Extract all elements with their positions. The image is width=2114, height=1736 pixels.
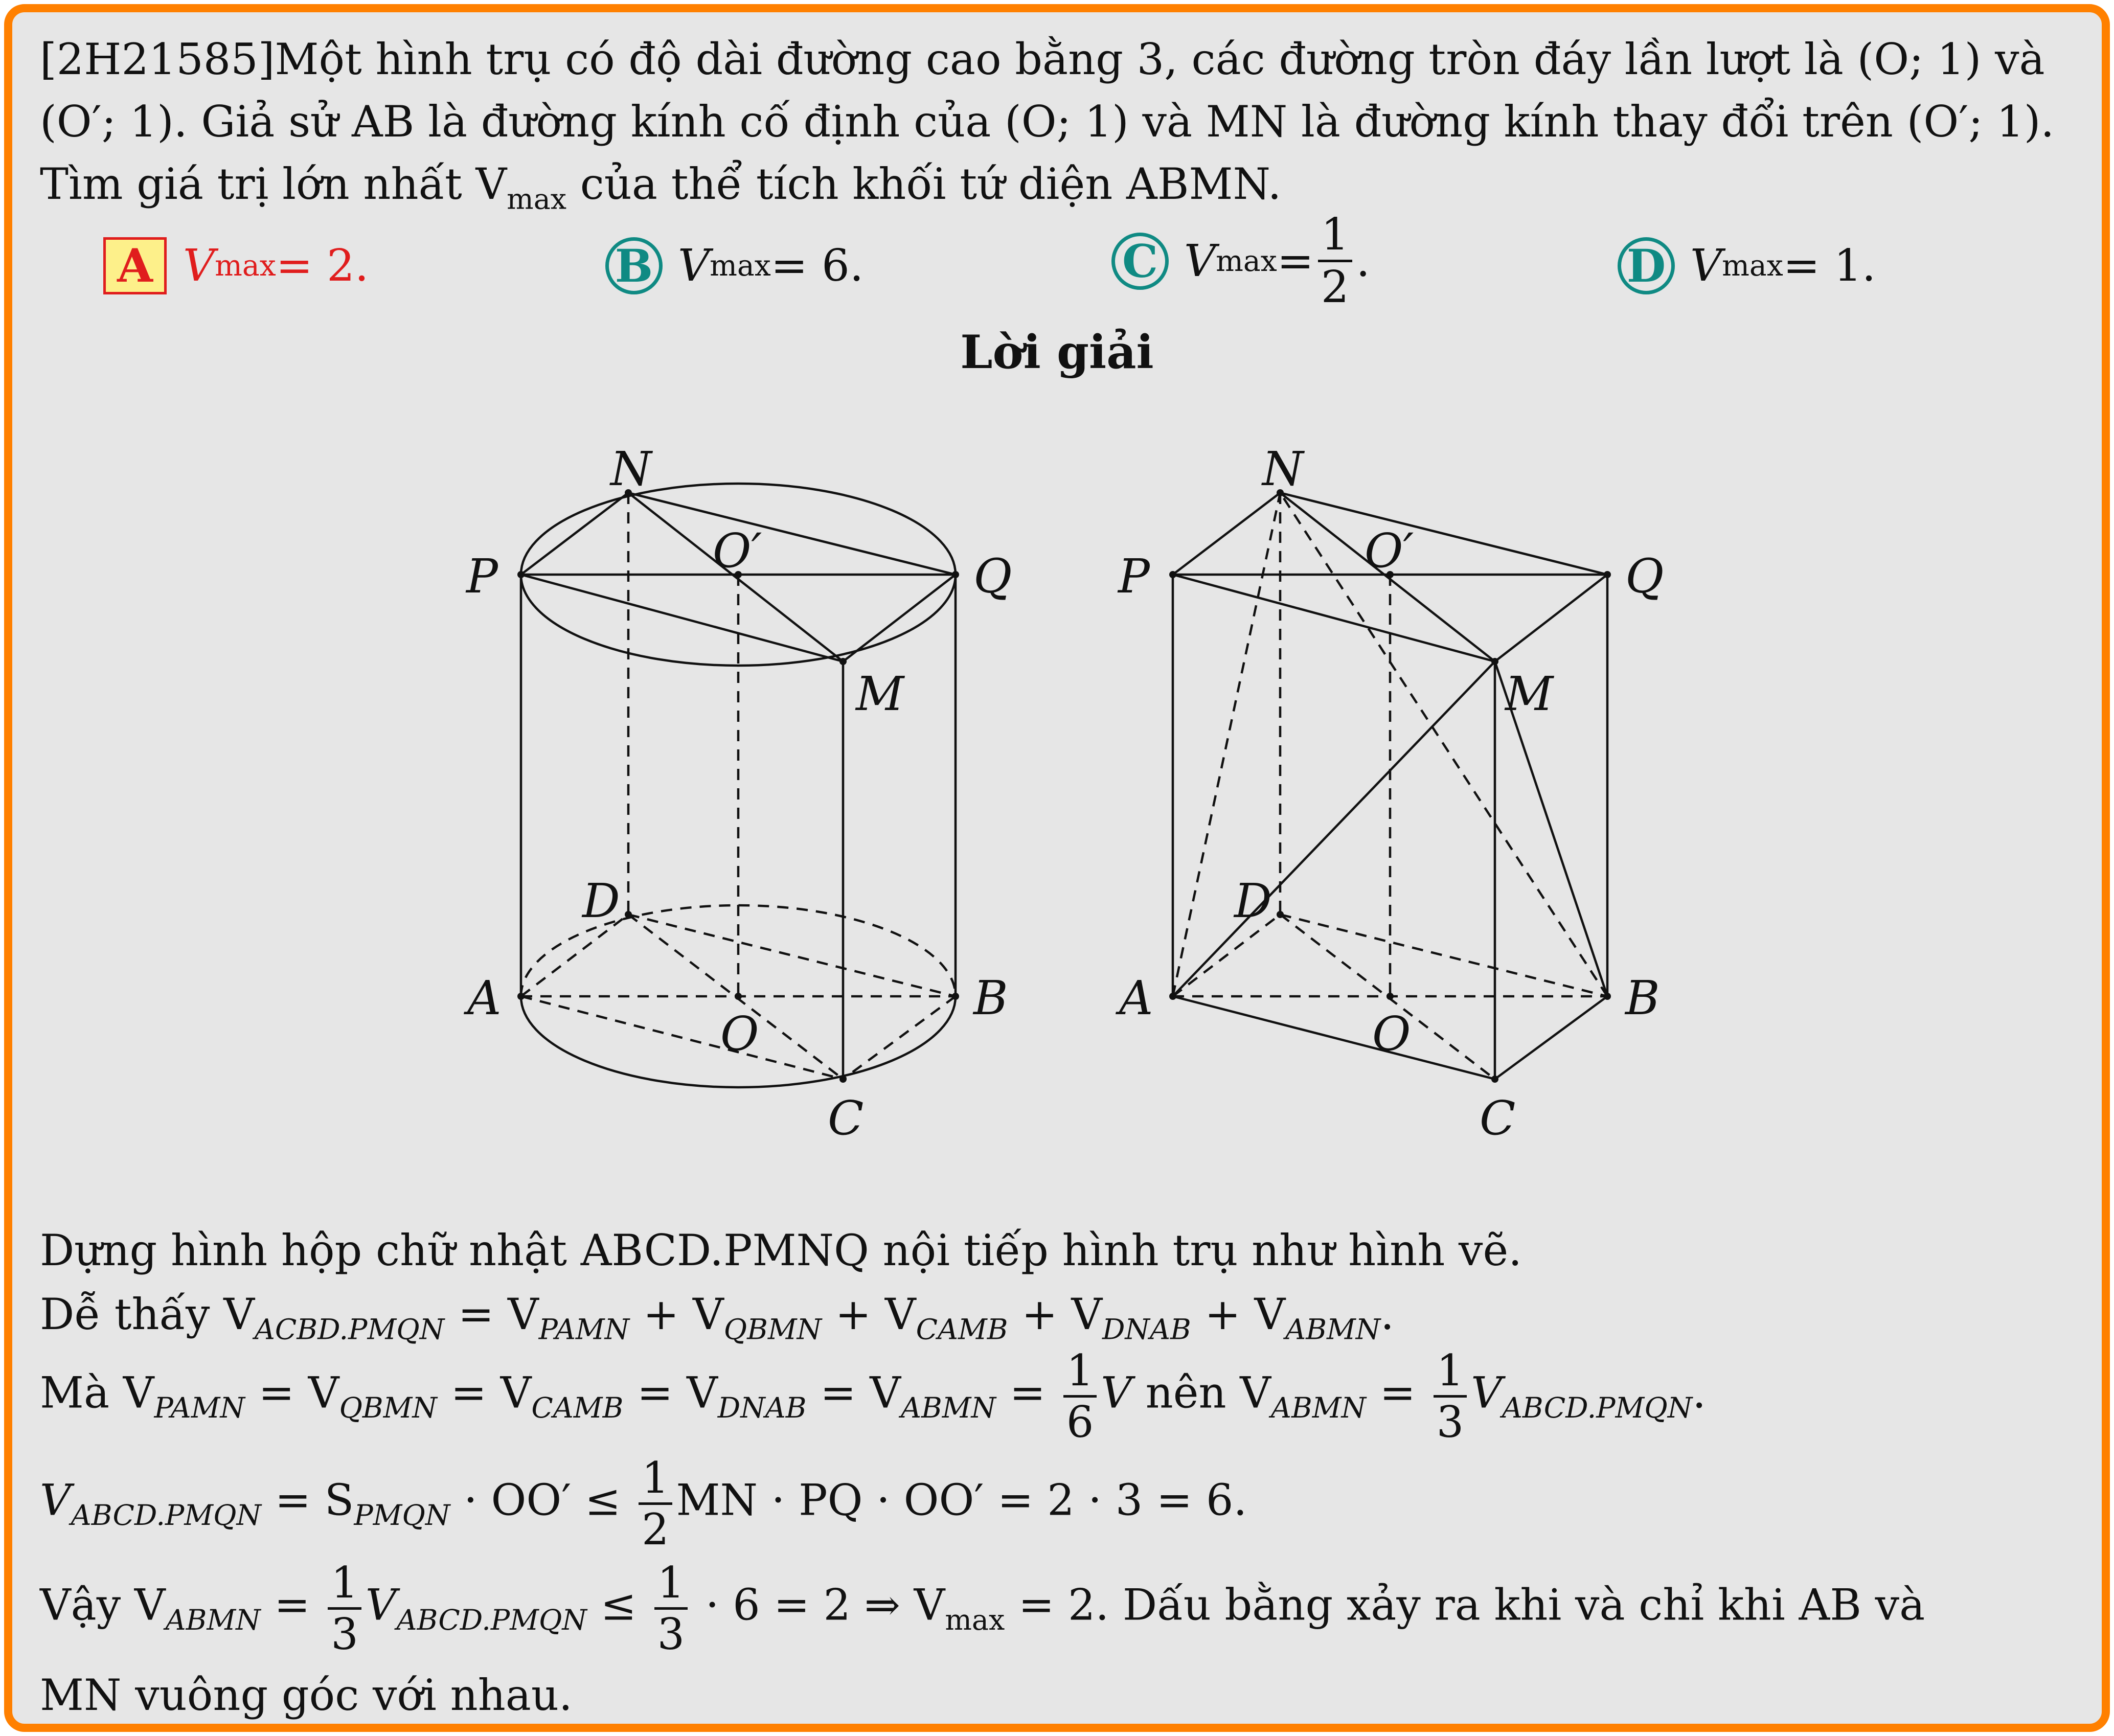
label-Q: Q <box>973 549 1012 604</box>
label-B: B <box>1625 971 1660 1025</box>
solution-line-2: Dễ thấy $V_{ACBD.PMQN} = V_{PAMN} + V_{QBMN} + V_{CAMB} + V_{DNAB} + V_{ABMN}$. <box>40 1289 1394 1346</box>
solution-line-6: MN vuông góc với nhau. <box>40 1670 573 1720</box>
label-O-prime: O′ <box>1365 523 1414 578</box>
option-c[interactable]: C V max = $\frac{1}{2}$ . <box>1111 213 1370 309</box>
label-A: A <box>467 971 502 1025</box>
label-M: M <box>856 667 904 721</box>
solution-heading: Lời giải <box>960 325 1154 379</box>
option-c-letter: C <box>1111 233 1169 290</box>
label-P: P <box>1118 549 1150 604</box>
option-c-fraction: $\frac{1}{2}$ <box>1318 213 1352 309</box>
option-a[interactable]: A V max = 2. <box>103 237 369 294</box>
option-d[interactable]: D V max = 1. <box>1618 237 1876 294</box>
segment-PN <box>521 493 628 575</box>
option-b[interactable]: B V max = 6. <box>605 237 863 294</box>
label-D: D <box>1234 874 1272 928</box>
problem-code: [2H21585] <box>40 34 275 84</box>
option-b-letter: B <box>605 237 663 294</box>
label-C: C <box>1480 1091 1516 1146</box>
segment-BN <box>1280 493 1607 996</box>
problem-line-2: (O′; 1). Giả sử AB là đường kính cố định của (O; 1) và MN là đường kính thay đổi trên (O′; 1). <box>40 97 2055 147</box>
solution-line-5: Vậy $V_{ABMN}$ = $\frac{1}{3}$ $V_{ABCD.PMQN}$ ≤ $\frac{1}{3}$ · 6 = 2 ⇒ $V_{max} = 2$. Dấu bằng xảy ra khi và chỉ khi AB và <box>40 1558 1925 1659</box>
problem-line-3: Tìm giá trị lớn nhất $V_{max}$ của thể tích khối tứ diện ABMN. <box>40 159 1282 216</box>
segment-AM <box>1173 661 1495 996</box>
label-N: N <box>1262 442 1304 496</box>
segment-QM <box>843 575 956 661</box>
solution-line-1: Dựng hình hộp chữ nhật ABCD.PMNQ nội tiếp hình trụ như hình vẽ. <box>40 1225 1522 1275</box>
segment-NQ <box>628 493 956 575</box>
label-A: A <box>1119 971 1153 1025</box>
problem-card <box>4 4 2110 1732</box>
solution-line-3: Mà $V_{PAMN} = V_{QBMN} = V_{CAMB} = V_{DNAB} = V_{ABMN}$ = $\frac{1}{6}$ V nên $V_{ABMN}$ = $\frac{1}{3}$ $V_{ABCD.PMQN}$. <box>40 1345 1706 1447</box>
label-N: N <box>610 442 652 496</box>
problem-line-1: [2H21585]Một hình trụ có độ dài đường cao bằng 3, các đường tròn đáy lần lượt là (O; 1) và <box>40 34 2045 84</box>
segment-PM <box>521 575 843 661</box>
label-O-prime: O′ <box>713 523 762 578</box>
solution-line-4: $V_{ABCD.PMQN} = S_{PMQN} \cdot OO'$ ≤ $\frac{1}{2}$ MN · PQ · OO′ = 2 · 3 = 6. <box>40 1453 1247 1555</box>
label-B: B <box>973 971 1008 1025</box>
option-a-letter: A <box>103 237 167 294</box>
label-M: M <box>1505 667 1554 721</box>
label-D: D <box>582 874 620 928</box>
label-C: C <box>828 1091 864 1146</box>
label-O: O <box>720 1007 759 1061</box>
label-P: P <box>466 549 498 604</box>
figure-right <box>1169 489 1611 1083</box>
option-d-letter: D <box>1618 237 1675 294</box>
label-Q: Q <box>1625 549 1664 604</box>
label-O: O <box>1372 1007 1411 1061</box>
